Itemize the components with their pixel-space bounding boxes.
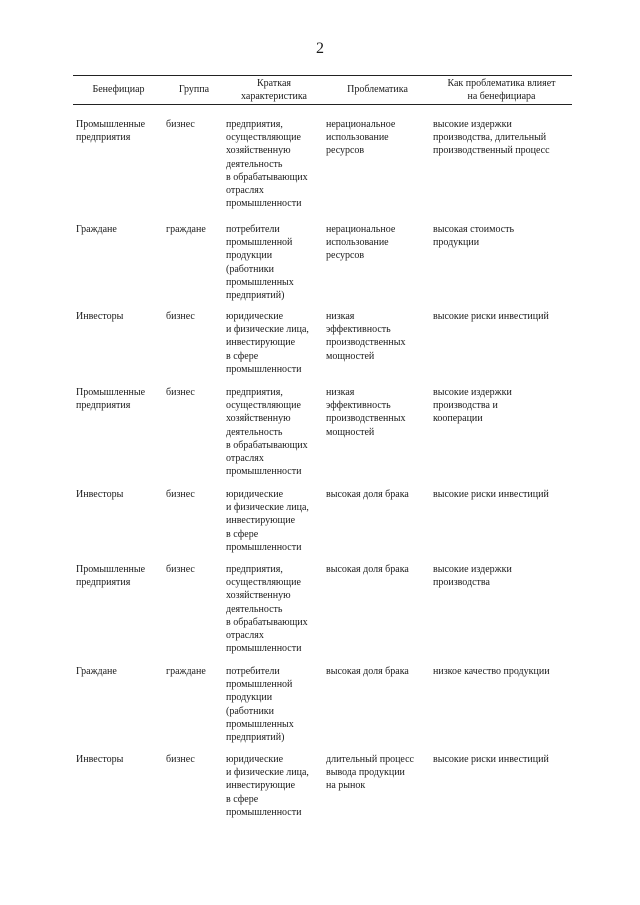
cell-beneficiary: Инвесторы <box>76 311 124 322</box>
cell-beneficiary: Промышленные предприятия <box>76 564 146 589</box>
cell-impact: высокие издержки производства, длительный производственный процесс <box>433 119 550 157</box>
cell-beneficiary: Граждане <box>76 666 117 677</box>
cell-group: граждане <box>166 224 206 235</box>
page-number: 2 <box>316 40 324 57</box>
cell-description: юридические и физические лица, инвестирующие в сфере промышленности <box>226 489 309 553</box>
cell-impact: высокие издержки производства и кооперации <box>433 387 512 425</box>
cell-problem: длительный процесс вывода продукции на рынок <box>326 754 414 792</box>
cell-description: предприятия, осуществляющие хозяйственную деятельность в обрабатывающих отраслях промышленности <box>226 119 308 210</box>
table-row <box>73 753 572 823</box>
cell-description: юридические и физические лица, инвестирующие в сфере промышленности <box>226 754 309 818</box>
cell-problem: нерациональное использование ресурсов <box>326 119 396 157</box>
table-row <box>73 488 572 563</box>
cell-problem: высокая доля брака <box>326 666 409 677</box>
cell-problem: высокая доля брака <box>326 564 409 575</box>
cell-description: предприятия, осуществляющие хозяйственную деятельность в обрабатывающих отраслях промышленности <box>226 564 308 655</box>
cell-description: потребители промышленной продукции (работники промышленных предприятий) <box>226 666 294 744</box>
header-impact: Как проблематика влияет на бенефициара <box>431 76 572 105</box>
table-row <box>73 310 572 386</box>
cell-impact: высокие издержки производства <box>433 564 512 589</box>
beneficiary-table <box>73 75 572 823</box>
cell-problem: низкая эффективность производственных мощностей <box>326 311 406 362</box>
cell-group: бизнес <box>166 489 195 500</box>
cell-impact: низкое качество продукции <box>433 666 550 677</box>
table-row <box>73 118 572 223</box>
cell-group: граждане <box>166 666 206 677</box>
cell-group: бизнес <box>166 387 195 398</box>
cell-impact: высокие риски инвестиций <box>433 754 549 765</box>
cell-beneficiary: Промышленные предприятия <box>76 119 146 144</box>
table-row <box>73 386 572 488</box>
cell-group: бизнес <box>166 754 195 765</box>
cell-beneficiary: Промышленные предприятия <box>76 387 146 412</box>
table-row <box>73 665 572 753</box>
table-row <box>73 223 572 310</box>
header-beneficiary: Бенефициар <box>73 76 164 105</box>
cell-group: бизнес <box>166 119 195 130</box>
cell-beneficiary: Граждане <box>76 224 117 235</box>
cell-problem: нерациональное использование ресурсов <box>326 224 396 262</box>
cell-impact: высокая стоимость продукции <box>433 224 515 249</box>
cell-impact: высокие риски инвестиций <box>433 311 549 322</box>
header-description: Краткая характеристика <box>224 76 324 105</box>
table-row <box>73 563 572 665</box>
table-body <box>73 105 572 824</box>
header-group: Группа <box>164 76 224 105</box>
cell-group: бизнес <box>166 311 195 322</box>
cell-description: юридические и физические лица, инвестирующие в сфере промышленности <box>226 311 309 375</box>
cell-beneficiary: Инвесторы <box>76 754 124 765</box>
cell-group: бизнес <box>166 564 195 575</box>
cell-problem: низкая эффективность производственных мощностей <box>326 387 406 438</box>
header-problem: Проблематика <box>324 76 431 105</box>
cell-beneficiary: Инвесторы <box>76 489 124 500</box>
table-header-row <box>73 76 572 105</box>
cell-problem: высокая доля брака <box>326 489 409 500</box>
cell-description: потребители промышленной продукции (работники промышленных предприятий) <box>226 224 294 302</box>
cell-description: предприятия, осуществляющие хозяйственную деятельность в обрабатывающих отраслях промышленности <box>226 387 308 478</box>
cell-impact: высокие риски инвестиций <box>433 489 549 500</box>
